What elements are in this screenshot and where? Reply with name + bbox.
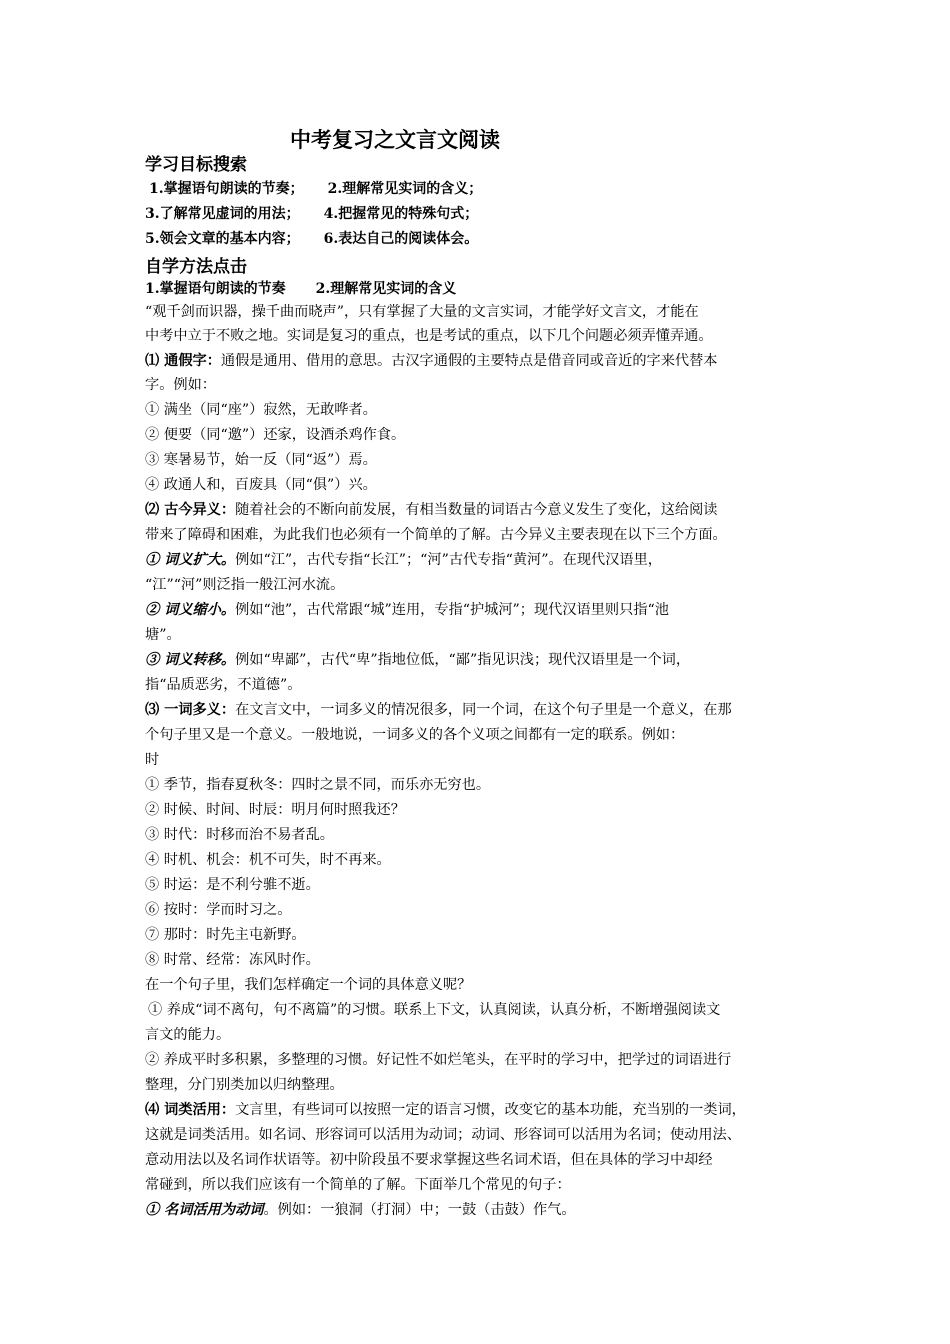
answer-1-line-1: ① 养成“词不离句，句不离篇”的习惯。联系上下文，认真阅读，认真分析，不断增强阅读文: [148, 1002, 721, 1018]
polysemy-example-1: ① 季节，指春夏秋冬：四时之景不同，而乐亦无穷也。: [145, 777, 491, 793]
shift-text: 例如“卑鄙”，古代“卑”指地位低，“鄙”指见识浅；现代汉语里是一个词，: [235, 652, 691, 668]
polysemy-example-3: ③ 时代：时移而治不易者乱。: [145, 827, 334, 843]
tongjia-line-2: 字。例如：: [145, 377, 216, 393]
noun-as-verb-label: ① 名词活用为动词: [145, 1202, 264, 1218]
narrow-text: 例如“池”，古代常跟“城”连用，专指“护城河”；现代汉语里则只指“池: [235, 602, 669, 618]
tongjia-example-3: ③ 寒暑易节，始一反（同“返”）焉。: [145, 452, 377, 468]
goal-4: 4.把握常见的特殊句式；: [323, 206, 479, 222]
polysemy-line-2: 个句子里又是一个意义。一般地说，一词多义的各个义项之间都有一定的联系。例如：: [145, 727, 685, 743]
tongjia-line-1: [145, 351, 810, 371]
goal-2: 2.理解常见实词的含义；: [327, 181, 483, 197]
question-line: 在一个句子里，我们怎样确定一个词的具体意义呢？: [145, 977, 472, 993]
noun-as-verb-text: 。例如：一狼洞（打洞）中；一鼓（击鼓）作气。: [263, 1202, 576, 1218]
wordclass-line-1: [145, 1100, 810, 1120]
intro-line-2: 中考中立于不败之地。实词是复习的重点，也是考试的重点，以下几个问题必须弄懂弄通。: [145, 328, 713, 344]
polysemy-example-8: ⑧ 时常、经常：冻风时作。: [145, 952, 320, 968]
polysemy-example-4: ④ 时机、机会：机不可失，时不再来。: [145, 852, 391, 868]
goals-row-1: [149, 178, 482, 198]
shift-line-2: 指“品质恶劣，不道德”。: [145, 677, 302, 693]
polysemy-text: 在文言文中，一词多义的情况很多，同一个词，在这个句子里是一个意义，在那: [235, 702, 732, 718]
expand-label: ① 词义扩大。: [145, 552, 236, 568]
shift-line-1: [145, 650, 810, 670]
goal-5: 5.领会文章的基本内容；: [145, 231, 300, 247]
expand-text: 例如“江”，古代专指“长江”；“河”古代专指“黄河”。在现代汉语里，: [235, 552, 662, 568]
wordclass-text: 文言里，有些词可以按照一定的语言习惯，改变它的基本功能，充当别的一类词，: [235, 1102, 746, 1118]
wordclass-line-4: 常碰到，所以我们应该有一个简单的了解。下面举几个常见的句子：: [145, 1177, 571, 1193]
tongjia-example-2: ② 便要（同“邀”）还家，设酒杀鸡作食。: [145, 427, 406, 443]
polysemy-example-6: ⑥ 按时：学而时习之。: [145, 902, 292, 918]
polysemy-label: ⑶ 一词多义：: [145, 702, 236, 718]
polysemy-example-5: ⑤ 时运：是不利兮骓不逝。: [145, 877, 320, 893]
section-heading-methods: 自学方法点击: [145, 257, 247, 277]
section-heading-goals: 学习目标搜索: [145, 155, 247, 175]
gujin-label: ⑵ 古今异义：: [145, 502, 236, 518]
tongjia-label: ⑴ 通假字：: [145, 353, 221, 369]
expand-line-1: [145, 550, 810, 570]
methods-subheading-row: [145, 278, 456, 298]
tongjia-example-1: ① 满坐（同“座”）寂然，无敢哗者。: [145, 402, 377, 418]
polysemy-word: 时: [145, 752, 160, 768]
answer-2-line-2: 整理，分门别类加以归纳整理。: [145, 1077, 344, 1093]
wordclass-label: ⑷ 词类活用：: [145, 1102, 236, 1118]
answer-1-line-2: 言文的能力。: [145, 1027, 231, 1043]
goal-3: 3.了解常见虚词的用法；: [145, 206, 300, 222]
tongjia-text: 通假是通用、借用的意思。古汉字通假的主要特点是借音同或音近的字来代替本: [220, 353, 718, 369]
goals-row-3: [145, 228, 478, 248]
goals-row-2: [145, 203, 478, 223]
intro-line-1: “观千剑而识器，操千曲而晓声”，只有掌握了大量的文言实词，才能学好文言文，才能在: [145, 304, 699, 320]
page-title: 中考复习之文言文阅读: [290, 127, 500, 152]
sub-heading-content-words: 2.理解常见实词的含义: [315, 281, 457, 297]
polysemy-example-2: ② 时候、时间、时辰：明月何时照我还？: [145, 802, 405, 818]
expand-line-2: “江”“河”则泛指一般江河水流。: [145, 577, 345, 593]
shift-label: ③ 词义转移。: [145, 652, 236, 668]
wordclass-line-2: 这就是词类活用。如名词、形容词可以活用为动词；动词、形容词可以活用为名词；使动用法、: [145, 1127, 741, 1143]
narrow-line-2: 塘”。: [145, 627, 181, 643]
gujin-line-1: [145, 500, 810, 520]
tongjia-example-4: ④ 政通人和，百废具（同“俱”）兴。: [145, 477, 377, 493]
gujin-line-2: 带来了障碍和困难，为此我们也必须有一个简单的了解。古今异义主要表现在以下三个方面。: [145, 527, 727, 543]
polysemy-example-7: ⑦ 那时：时先主屯新野。: [145, 927, 306, 943]
narrow-label: ② 词义缩小。: [145, 602, 236, 618]
gujin-text: 随着社会的不断向前发展，有相当数量的词语古今意义发生了变化，这给阅读: [235, 502, 718, 518]
noun-as-verb-line: [145, 1200, 810, 1220]
answer-2-line-1: ② 养成平时多积累，多整理的习惯。好记性不如烂笔头，在平时的学习中，把学过的词语进行: [145, 1052, 732, 1068]
wordclass-line-3: 意动用法以及名词作状语等。初中阶段虽不要求掌握这些名词术语，但在具体的学习中却经: [145, 1152, 713, 1168]
sub-heading-rhythm: 1.掌握语句朗读的节奏: [145, 281, 286, 297]
polysemy-line-1: [145, 700, 810, 720]
goal-6: 6.表达自己的阅读体会。: [323, 231, 479, 247]
goal-1: 1.掌握语句朗读的节奏；: [149, 181, 304, 197]
narrow-line-1: [145, 600, 810, 620]
